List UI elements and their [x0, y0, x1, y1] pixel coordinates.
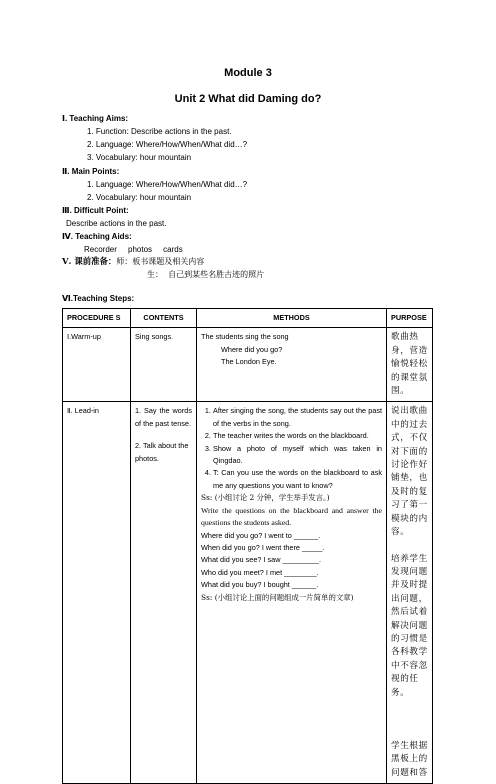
methods-list-item: 2. The teacher writes the words on the blackboard. — [213, 430, 382, 442]
col-header-contents: CONTENTS — [131, 309, 197, 328]
main-points-heading: Ⅱ. Main Points: — [62, 167, 120, 176]
methods-list-item: 3. Show a photo of myself which was taken in Qingdao. — [213, 443, 382, 468]
prep-heading: Ⅴ. 课前准备： — [62, 256, 117, 266]
difficult-point-heading: Ⅲ. Difficult Point: — [62, 206, 129, 215]
main-points-item: 1. Language: Where/How/When/What did…? — [87, 180, 248, 189]
cell-procedure-leadin: Ⅱ. Lead-in — [63, 402, 131, 784]
prep-student: 生： 自己到某些名胜古迹的照片 — [147, 270, 265, 279]
qa-line: What did you see? I saw _________. — [201, 555, 322, 565]
difficult-point-section — [62, 204, 167, 230]
qa-line: Where did you go? I went to ______. — [201, 530, 321, 540]
methods-list-item: 4. T: Can you use the words on the blackboard to ask me any questions you want to know? — [213, 467, 382, 492]
ss-discussion-note: Ss: (小组讨论 2 分钟，学生举手发言。) — [201, 493, 330, 503]
purpose-text: 说出歌曲中的过去式，不仅对下面的讨论作好铺垫，也及时的复习了第一模块的内容。 — [391, 406, 428, 538]
col-header-methods: METHODS — [197, 309, 387, 328]
aims-list — [62, 125, 247, 164]
cell-methods-warmup — [197, 328, 387, 402]
aims-item: 3. Vocabulary: hour mountain — [87, 153, 192, 162]
methods-list — [201, 405, 382, 492]
ss-article-note: Ss: (小组讨论上面的问题组成一片简单的文章) — [201, 592, 354, 602]
prep-teacher: 师：板书课题及相关内容 — [116, 257, 205, 266]
methods-line: The London Eye. — [221, 357, 277, 367]
aims-heading: Ⅰ. Teaching Aims: — [62, 114, 129, 123]
cell-procedure-warmup: Ⅰ.Warm-up — [63, 328, 131, 402]
main-points-section — [62, 165, 247, 204]
aids-heading: Ⅳ. Teaching Aids: — [62, 232, 132, 241]
col-header-purpose: PURPOSE — [387, 309, 433, 328]
steps-heading: Ⅵ.Teaching Steps: — [62, 294, 135, 303]
cell-contents-leadin — [131, 402, 197, 784]
prep-section — [62, 255, 264, 281]
aims-item: 2. Language: Where/How/When/What did…? — [87, 140, 248, 149]
write-questions-text: Write the questions on the blackboard and answer the questions the students asked. — [201, 505, 382, 528]
module-title: Module 3 — [224, 67, 272, 79]
teaching-steps-table — [62, 308, 433, 784]
table-header-row — [63, 309, 433, 328]
qa-line: Who did you meet? I met ________. — [201, 567, 319, 577]
main-points-item: 2. Vocabulary: hour mountain — [87, 193, 192, 202]
aids-section — [62, 230, 183, 256]
methods-list-item: 1. After singing the song, the students say out the past of the verbs in the song. — [213, 405, 382, 430]
qa-line: What did you buy? I bought ______. — [201, 580, 319, 590]
table-row — [63, 328, 433, 402]
aims-section — [62, 112, 247, 164]
unit-title: Unit 2 What did Daming do? — [174, 93, 322, 105]
contents-item: 1. Say the words of the past tense. — [135, 406, 192, 428]
cell-contents-warmup: Sing songs. — [131, 328, 197, 402]
qa-line: When did you go? I went there _____. — [201, 542, 325, 552]
table-row — [63, 402, 433, 784]
aids-text: Recorder photos cards — [84, 245, 183, 254]
cell-purpose-warmup: 歌曲热身，营造愉悦轻松的课堂氛围。 — [387, 328, 433, 402]
cell-methods-leadin — [197, 402, 387, 784]
methods-line: Where did you go? — [221, 344, 283, 354]
aims-item: 1. Function: Describe actions in the past. — [87, 127, 232, 136]
difficult-point-text: Describe actions in the past. — [66, 219, 167, 228]
contents-item: 2. Talk about the photos. — [135, 441, 189, 463]
methods-line: The students sing the song — [201, 332, 289, 342]
col-header-procedures: PROCEDURE S — [63, 309, 131, 328]
purpose-text: 培养学生发现问题并及时提出问题，然后试着解决问题的习惯是各科教学中不容忽视的任务。 — [391, 553, 428, 698]
cell-purpose-leadin — [387, 402, 433, 784]
main-points-list — [62, 178, 247, 204]
steps-section — [62, 292, 134, 305]
purpose-text: 学生根据黑板上的问题和答 — [391, 740, 428, 778]
